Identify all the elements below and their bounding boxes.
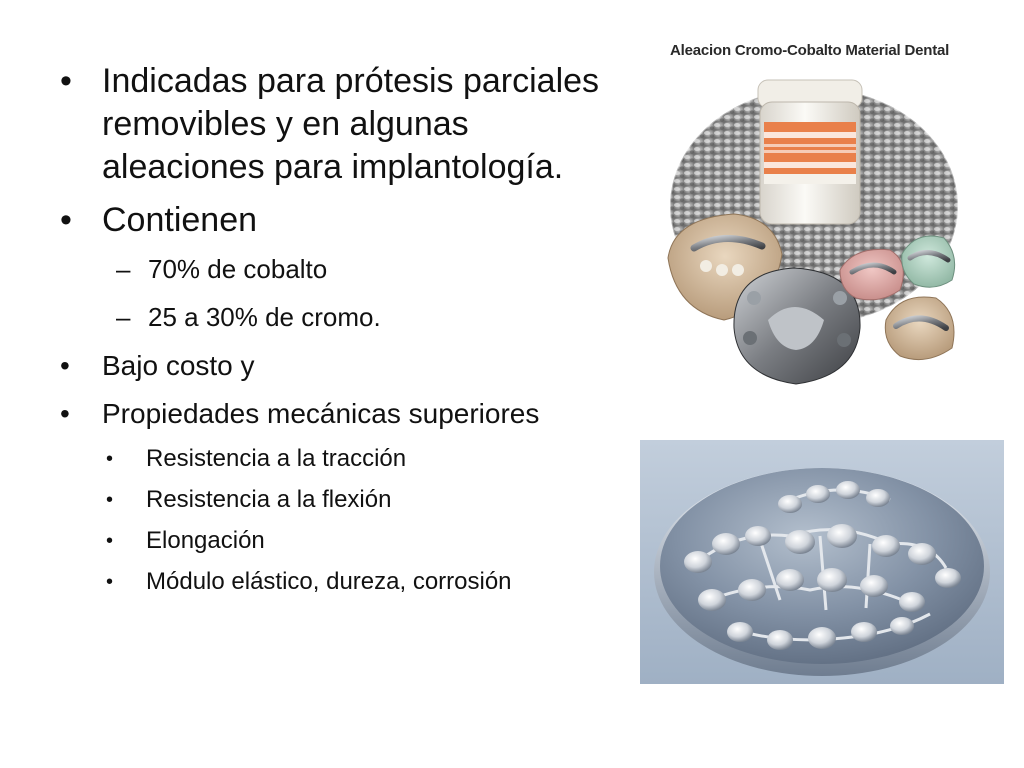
bullet-icon: •: [106, 489, 114, 511]
property-text: Resistencia a la tracción: [146, 445, 407, 472]
bullet-text: Propiedades mecánicas superiores: [102, 398, 540, 429]
bullet-icon: •: [106, 571, 114, 593]
property-flexural: [60, 485, 640, 515]
bullet-mechanical: [60, 396, 640, 432]
bullet-icon: •: [60, 350, 70, 381]
green-model: [902, 236, 955, 287]
bullet-text: Bajo costo y: [102, 350, 255, 381]
alloy-photo-illustration: [664, 58, 960, 388]
metal-framework-center: [734, 268, 860, 384]
slide-content: [60, 60, 640, 608]
bullet-text: Contienen: [102, 201, 258, 239]
bullet-low-cost: [60, 348, 640, 384]
plaster-model-right: [885, 297, 954, 360]
sub-bullet-chromium: [60, 300, 640, 334]
bullet-icon: •: [60, 398, 70, 429]
bullet-icon: •: [60, 201, 72, 239]
bullet-text: Indicadas para prótesis parciales removibles y en algunas aleaciones para implantología.: [102, 62, 600, 186]
bullet-icon: •: [106, 530, 114, 552]
property-tensile: [60, 444, 640, 474]
alloy-photo: [664, 36, 960, 388]
milled-disc-photo: [640, 440, 1004, 684]
property-text: Módulo elástico, dureza, corrosión: [146, 568, 512, 595]
bullet-contains: [60, 199, 640, 242]
alloy-jar: [758, 80, 862, 224]
dash-icon: –: [116, 254, 131, 284]
bullet-icon: •: [106, 448, 114, 470]
sub-bullet-cobalt: [60, 252, 640, 286]
property-text: Elongación: [146, 527, 265, 554]
dash-icon: –: [116, 302, 131, 332]
property-modulus: [60, 567, 640, 597]
property-text: Resistencia a la flexión: [146, 486, 392, 513]
alloy-photo-caption: Aleacion Cromo-Cobalto Material Dental: [670, 42, 950, 59]
milled-disc-illustration: [640, 440, 1004, 684]
property-elongation: [60, 526, 640, 556]
bullet-icon: •: [60, 62, 72, 100]
bullet-indications: [60, 60, 640, 189]
sub-bullet-text: 70% de cobalto: [148, 254, 328, 284]
sub-bullet-text: 25 a 30% de cromo.: [148, 302, 381, 332]
